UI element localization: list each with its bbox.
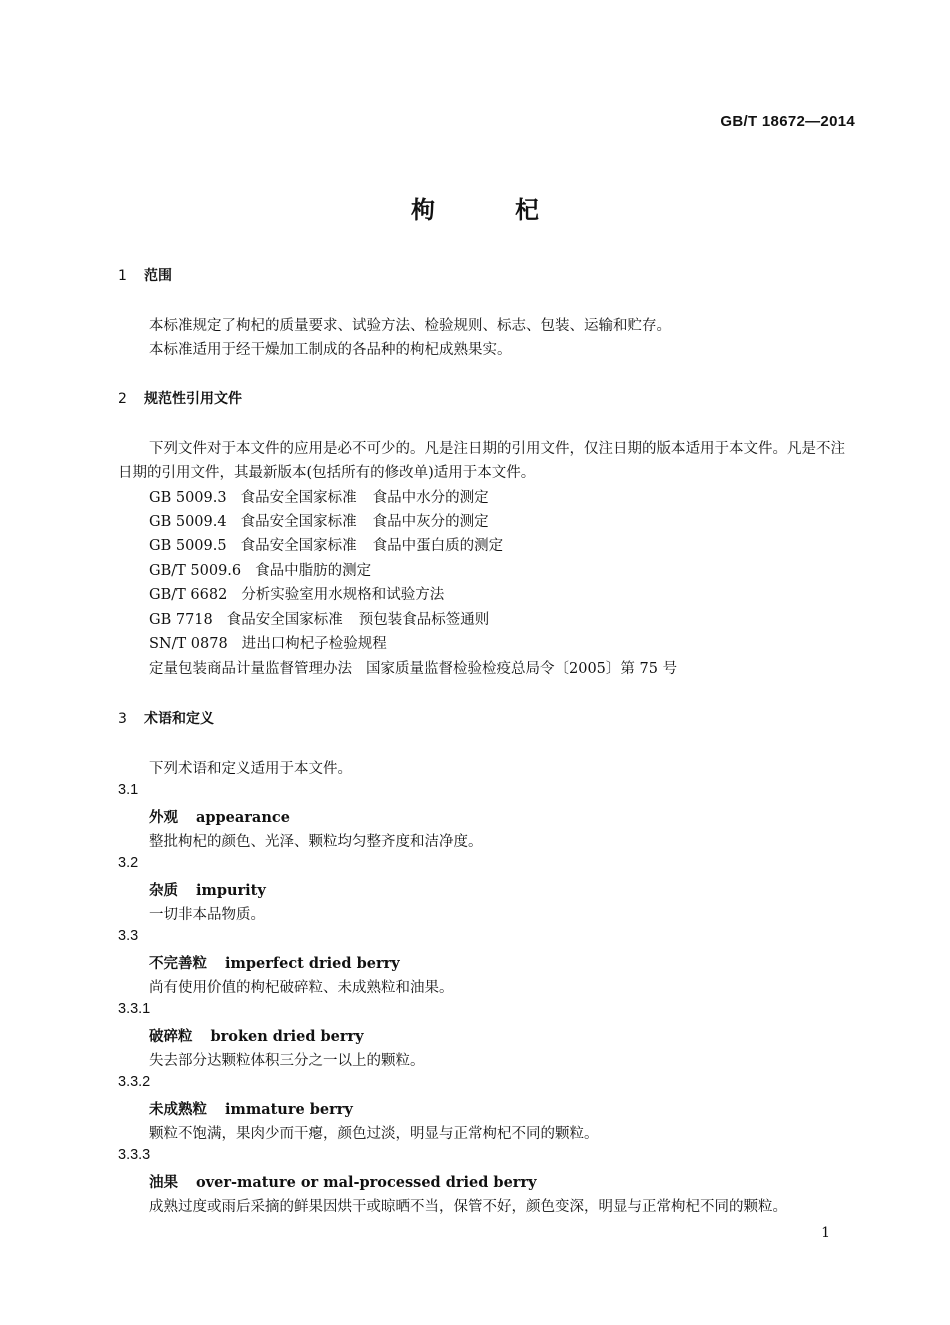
term-number: 3.3.2 [118, 1074, 151, 1090]
term-zh: 破碎粒 [149, 1028, 193, 1045]
section-1-para-2: 本标准适用于经干燥加工制成的各品种的枸杞成熟果实。 [149, 342, 512, 358]
section-number: 1 [118, 268, 127, 284]
term-en: impurity [196, 882, 266, 899]
term-definition: 一切非本品物质。 [149, 907, 265, 923]
reference-title-b: 食品中水分的测定 [372, 490, 489, 506]
reference-title-a: 食品安全国家标准 [240, 490, 357, 506]
reference-code: GB/T 6682 [149, 587, 228, 603]
term-number: 3.3.1 [118, 1001, 151, 1017]
section-1-heading [118, 265, 172, 285]
reference-title-a: 食品安全国家标准 [240, 514, 357, 530]
term-zh: 不完善粒 [149, 955, 207, 972]
term-title [149, 806, 290, 827]
term-en: immature berry [225, 1101, 353, 1118]
term-number: 3.3.3 [118, 1147, 151, 1163]
section-3-heading [118, 708, 214, 728]
term-definition: 颗粒不饱满，果肉少而干瘪，颜色过淡，明显与正常枸杞不同的颗粒。 [149, 1126, 599, 1142]
document-title [0, 190, 950, 225]
term-number: 3.2 [118, 855, 139, 871]
reference-code: GB 7718 [149, 612, 213, 628]
section-number: 2 [118, 391, 127, 407]
reference-title-b: 预包装食品标签通则 [358, 612, 490, 628]
title-char-1: 枸 [411, 196, 435, 224]
standard-number: GB/T 18672—2014 [720, 113, 855, 130]
term-definition: 整批枸杞的颜色、光泽、颗粒均匀整齐度和洁净度。 [149, 834, 483, 850]
reference-title-b: 食品中蛋白质的测定 [372, 538, 504, 554]
section-3-intro: 下列术语和定义适用于本文件。 [149, 761, 352, 777]
reference-code: GB 5009.3 [149, 490, 227, 506]
section-2-heading [118, 388, 242, 408]
section-1-para-1: 本标准规定了枸杞的质量要求、试验方法、检验规则、标志、包装、运输和贮存。 [149, 318, 671, 334]
title-char-2: 杞 [515, 196, 539, 224]
reference-title-a: 进出口枸杞子检验规程 [241, 636, 387, 652]
section-number: 3 [118, 711, 127, 727]
term-number: 3.1 [118, 782, 139, 798]
section-title: 术语和定义 [144, 711, 214, 727]
reference-title-a: 食品中脂肪的测定 [255, 563, 372, 579]
reference-item [149, 559, 371, 580]
term-en: appearance [196, 809, 290, 826]
term-en: over-mature or mal-processed dried berry [196, 1174, 537, 1191]
reference-item [149, 510, 489, 531]
reference-item [149, 632, 387, 653]
reference-code: GB/T 5009.6 [149, 563, 242, 579]
term-number: 3.3 [118, 928, 139, 944]
term-zh: 杂质 [149, 882, 178, 899]
term-zh: 未成熟粒 [149, 1101, 207, 1118]
term-zh: 油果 [149, 1174, 178, 1191]
reference-item [149, 583, 444, 604]
term-en: broken dried berry [210, 1028, 364, 1045]
reference-code: GB 5009.5 [149, 538, 227, 554]
page-number: 1 [821, 1225, 830, 1241]
section-title: 范围 [144, 268, 172, 284]
term-definition: 失去部分达颗粒体积三分之一以上的颗粒。 [149, 1053, 425, 1069]
reference-item [149, 608, 489, 629]
term-definition: 成熟过度或雨后采摘的鲜果因烘干或晾晒不当，保管不好，颜色变深，明显与正常枸杞不同的颗粒。 [149, 1199, 787, 1215]
reference-title-a: 分析实验室用水规格和试验方法 [241, 587, 445, 603]
term-definition: 尚有使用价值的枸杞破碎粒、未成熟粒和油果。 [149, 980, 454, 996]
term-zh: 外观 [149, 809, 178, 826]
section-title: 规范性引用文件 [144, 391, 242, 407]
term-en: imperfect dried berry [225, 955, 400, 972]
term-title [149, 1025, 364, 1046]
reference-title-a: 食品安全国家标准 [240, 538, 357, 554]
reference-title-b: 食品中灰分的测定 [372, 514, 489, 530]
reference-code: GB 5009.4 [149, 514, 227, 530]
reference-item [149, 657, 677, 678]
term-title [149, 952, 400, 973]
term-title [149, 1098, 353, 1119]
section-2-intro: 下列文件对于本文件的应用是必不可少的。凡是注日期的引用文件，仅注日期的版本适用于本文件。凡是不注日期的引用文件，其最新版本(包括所有的修改单)适用于本文件。 [118, 441, 845, 481]
reference-title-a: 食品安全国家标准 [226, 612, 343, 628]
term-title [149, 879, 266, 900]
reference-code: 定量包装商品计量监督管理办法 [149, 661, 352, 677]
reference-code: SN/T 0878 [149, 636, 228, 652]
term-title [149, 1171, 537, 1192]
reference-item [149, 534, 503, 555]
reference-title-a: 国家质量监督检验检疫总局令〔2005〕第 75 号 [366, 661, 678, 677]
reference-item [149, 486, 489, 507]
